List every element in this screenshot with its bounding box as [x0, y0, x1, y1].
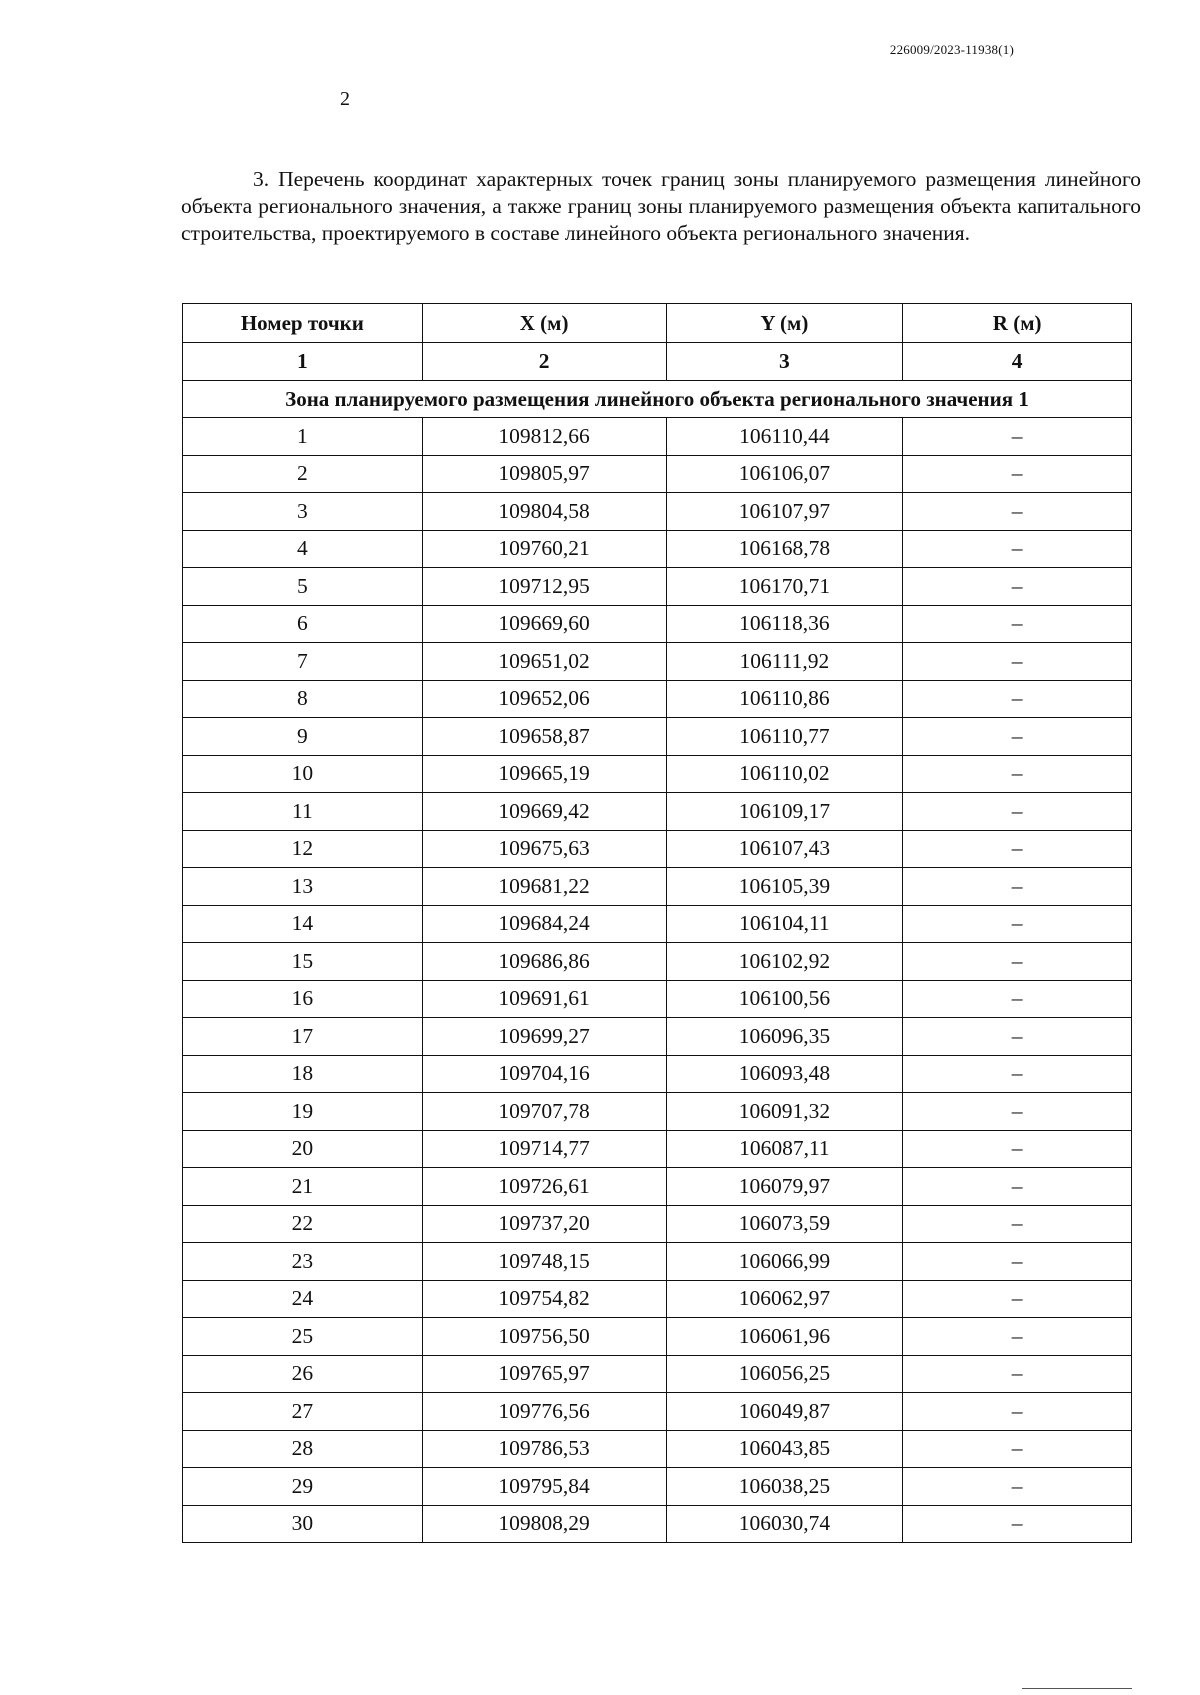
coordinates-table	[182, 303, 1132, 1543]
y-coordinate-cell: 106100,56	[666, 980, 903, 1018]
radius-cell: –	[903, 980, 1132, 1018]
y-coordinate-cell: 106168,78	[666, 530, 903, 568]
point-number-cell: 12	[183, 830, 423, 868]
intro-paragraph: 3. Перечень координат характерных точек границ зоны планируемого размещения линейного объекта регионального значения, а также границ зоны планируемого размещения объекта капитального строительства, проектируемого в составе линейного объекта регионального значения.	[181, 167, 1141, 245]
y-coordinate-cell: 106110,02	[666, 755, 903, 793]
point-number-cell: 14	[183, 905, 423, 943]
zone-title-row	[183, 381, 1132, 418]
table-row	[183, 643, 1132, 681]
table-row	[183, 418, 1132, 456]
table-row	[183, 980, 1132, 1018]
radius-cell: –	[903, 455, 1132, 493]
x-coordinate-cell: 109754,82	[422, 1280, 666, 1318]
table-row	[183, 793, 1132, 831]
y-coordinate-cell: 106170,71	[666, 568, 903, 606]
radius-cell: –	[903, 1130, 1132, 1168]
radius-cell: –	[903, 1055, 1132, 1093]
point-number-cell: 2	[183, 455, 423, 493]
footer-rule	[1022, 1688, 1132, 1689]
table-row	[183, 1430, 1132, 1468]
table-row	[183, 1168, 1132, 1206]
x-coordinate-cell: 109805,97	[422, 455, 666, 493]
x-coordinate-cell: 109681,22	[422, 868, 666, 906]
radius-cell: –	[903, 493, 1132, 531]
y-coordinate-cell: 106096,35	[666, 1018, 903, 1056]
radius-cell: –	[903, 1355, 1132, 1393]
table-row	[183, 1093, 1132, 1131]
point-number-cell: 21	[183, 1168, 423, 1206]
x-coordinate-cell: 109714,77	[422, 1130, 666, 1168]
table-header	[183, 304, 1132, 343]
point-number-cell: 11	[183, 793, 423, 831]
x-coordinate-cell: 109707,78	[422, 1093, 666, 1131]
zone-title: Зона планируемого размещения линейного объекта регионального значения 1	[183, 381, 1132, 418]
header-x: X (м)	[422, 304, 666, 343]
radius-cell: –	[903, 868, 1132, 906]
y-coordinate-cell: 106110,77	[666, 718, 903, 756]
y-coordinate-cell: 106038,25	[666, 1468, 903, 1506]
table-row	[183, 530, 1132, 568]
table-row	[183, 1355, 1132, 1393]
point-number-cell: 24	[183, 1280, 423, 1318]
x-coordinate-cell: 109691,61	[422, 980, 666, 1018]
point-number-cell: 29	[183, 1468, 423, 1506]
point-number-cell: 8	[183, 680, 423, 718]
x-coordinate-cell: 109765,97	[422, 1355, 666, 1393]
point-number-cell: 16	[183, 980, 423, 1018]
point-number-cell: 9	[183, 718, 423, 756]
page-number-text: 2	[340, 88, 350, 110]
radius-cell: –	[903, 1393, 1132, 1431]
radius-cell: –	[903, 1505, 1132, 1543]
table-row	[183, 830, 1132, 868]
point-number-cell: 27	[183, 1393, 423, 1431]
header-row	[183, 304, 1132, 343]
table-row	[183, 1130, 1132, 1168]
x-coordinate-cell: 109658,87	[422, 718, 666, 756]
radius-cell: –	[903, 755, 1132, 793]
y-coordinate-cell: 106105,39	[666, 868, 903, 906]
y-coordinate-cell: 106106,07	[666, 455, 903, 493]
y-coordinate-cell: 106102,92	[666, 943, 903, 981]
point-number-cell: 23	[183, 1243, 423, 1281]
column-number: 3	[666, 343, 903, 381]
y-coordinate-cell: 106066,99	[666, 1243, 903, 1281]
x-coordinate-cell: 109726,61	[422, 1168, 666, 1206]
y-coordinate-cell: 106030,74	[666, 1505, 903, 1543]
point-number-cell: 28	[183, 1430, 423, 1468]
point-number-cell: 17	[183, 1018, 423, 1056]
column-number: 4	[903, 343, 1132, 381]
radius-cell: –	[903, 418, 1132, 456]
point-number-cell: 5	[183, 568, 423, 606]
radius-cell: –	[903, 605, 1132, 643]
table-row	[183, 1468, 1132, 1506]
header-y: Y (м)	[666, 304, 903, 343]
y-coordinate-cell: 106091,32	[666, 1093, 903, 1131]
table-row	[183, 1505, 1132, 1543]
table-row	[183, 1280, 1132, 1318]
y-coordinate-cell: 106062,97	[666, 1280, 903, 1318]
point-number-cell: 10	[183, 755, 423, 793]
y-coordinate-cell: 106056,25	[666, 1355, 903, 1393]
column-number: 1	[183, 343, 423, 381]
radius-cell: –	[903, 943, 1132, 981]
table-row	[183, 943, 1132, 981]
table-row	[183, 455, 1132, 493]
radius-cell: –	[903, 1093, 1132, 1131]
point-number-cell: 25	[183, 1318, 423, 1356]
x-coordinate-cell: 109675,63	[422, 830, 666, 868]
table-row	[183, 1393, 1132, 1431]
table-row	[183, 493, 1132, 531]
table-row	[183, 1205, 1132, 1243]
y-coordinate-cell: 106061,96	[666, 1318, 903, 1356]
point-number-cell: 7	[183, 643, 423, 681]
table-row	[183, 568, 1132, 606]
y-coordinate-cell: 106111,92	[666, 643, 903, 681]
y-coordinate-cell: 106109,17	[666, 793, 903, 831]
table-row	[183, 1243, 1132, 1281]
table-row	[183, 718, 1132, 756]
table-body	[183, 418, 1132, 1543]
point-number-cell: 3	[183, 493, 423, 531]
x-coordinate-cell: 109808,29	[422, 1505, 666, 1543]
radius-cell: –	[903, 905, 1132, 943]
point-number-cell: 18	[183, 1055, 423, 1093]
radius-cell: –	[903, 1243, 1132, 1281]
x-coordinate-cell: 109795,84	[422, 1468, 666, 1506]
x-coordinate-cell: 109651,02	[422, 643, 666, 681]
point-number-cell: 15	[183, 943, 423, 981]
y-coordinate-cell: 106093,48	[666, 1055, 903, 1093]
table-row	[183, 755, 1132, 793]
table-row	[183, 1055, 1132, 1093]
x-coordinate-cell: 109669,42	[422, 793, 666, 831]
y-coordinate-cell: 106104,11	[666, 905, 903, 943]
radius-cell: –	[903, 568, 1132, 606]
point-number-cell: 20	[183, 1130, 423, 1168]
radius-cell: –	[903, 1468, 1132, 1506]
radius-cell: –	[903, 1318, 1132, 1356]
point-number-cell: 19	[183, 1093, 423, 1131]
table-row	[183, 605, 1132, 643]
table-row	[183, 905, 1132, 943]
y-coordinate-cell: 106110,44	[666, 418, 903, 456]
radius-cell: –	[903, 718, 1132, 756]
table-row	[183, 1318, 1132, 1356]
x-coordinate-cell: 109699,27	[422, 1018, 666, 1056]
x-coordinate-cell: 109704,16	[422, 1055, 666, 1093]
point-number-cell: 6	[183, 605, 423, 643]
radius-cell: –	[903, 530, 1132, 568]
x-coordinate-cell: 109804,58	[422, 493, 666, 531]
point-number-cell: 22	[183, 1205, 423, 1243]
y-coordinate-cell: 106110,86	[666, 680, 903, 718]
radius-cell: –	[903, 1168, 1132, 1206]
point-number-cell: 13	[183, 868, 423, 906]
x-coordinate-cell: 109669,60	[422, 605, 666, 643]
point-number-cell: 30	[183, 1505, 423, 1543]
y-coordinate-cell: 106107,43	[666, 830, 903, 868]
x-coordinate-cell: 109737,20	[422, 1205, 666, 1243]
radius-cell: –	[903, 680, 1132, 718]
y-coordinate-cell: 106118,36	[666, 605, 903, 643]
radius-cell: –	[903, 1018, 1132, 1056]
radius-cell: –	[903, 1430, 1132, 1468]
column-number-row	[183, 343, 1132, 381]
table-row	[183, 1018, 1132, 1056]
x-coordinate-cell: 109812,66	[422, 418, 666, 456]
table-row	[183, 868, 1132, 906]
y-coordinate-cell: 106087,11	[666, 1130, 903, 1168]
radius-cell: –	[903, 1280, 1132, 1318]
y-coordinate-cell: 106079,97	[666, 1168, 903, 1206]
x-coordinate-cell: 109786,53	[422, 1430, 666, 1468]
y-coordinate-cell: 106073,59	[666, 1205, 903, 1243]
y-coordinate-cell: 106049,87	[666, 1393, 903, 1431]
x-coordinate-cell: 109756,50	[422, 1318, 666, 1356]
radius-cell: –	[903, 793, 1132, 831]
header-point-number: Номер точки	[183, 304, 423, 343]
point-number-cell: 4	[183, 530, 423, 568]
radius-cell: –	[903, 643, 1132, 681]
page-number	[0, 88, 1200, 111]
document-id: 226009/2023-11938(1)	[889, 42, 1014, 57]
x-coordinate-cell: 109684,24	[422, 905, 666, 943]
x-coordinate-cell: 109760,21	[422, 530, 666, 568]
point-number-cell: 26	[183, 1355, 423, 1393]
x-coordinate-cell: 109776,56	[422, 1393, 666, 1431]
header-r: R (м)	[903, 304, 1132, 343]
point-number-cell: 1	[183, 418, 423, 456]
radius-cell: –	[903, 830, 1132, 868]
x-coordinate-cell: 109686,86	[422, 943, 666, 981]
x-coordinate-cell: 109652,06	[422, 680, 666, 718]
x-coordinate-cell: 109712,95	[422, 568, 666, 606]
x-coordinate-cell: 109748,15	[422, 1243, 666, 1281]
x-coordinate-cell: 109665,19	[422, 755, 666, 793]
radius-cell: –	[903, 1205, 1132, 1243]
column-number: 2	[422, 343, 666, 381]
y-coordinate-cell: 106043,85	[666, 1430, 903, 1468]
y-coordinate-cell: 106107,97	[666, 493, 903, 531]
table-row	[183, 680, 1132, 718]
